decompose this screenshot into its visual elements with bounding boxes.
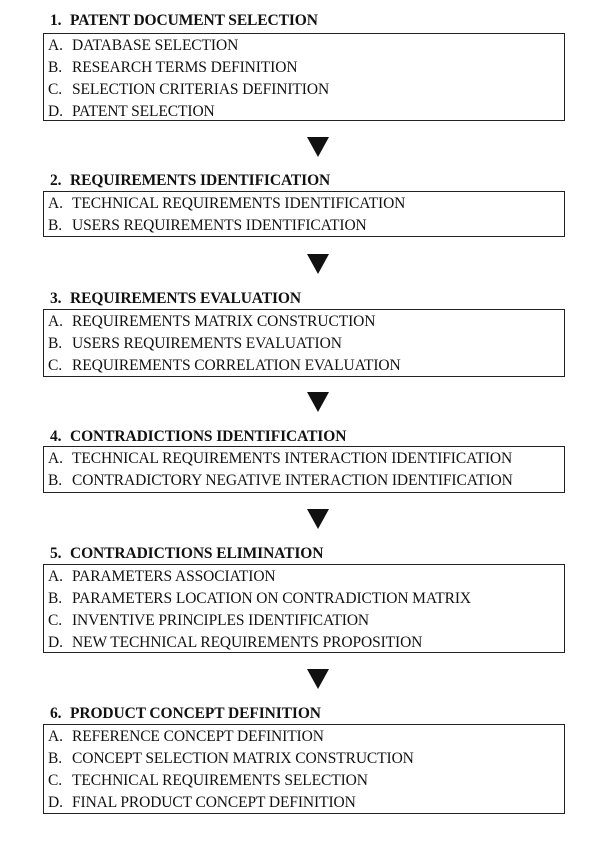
item-letter: D.	[48, 103, 63, 120]
list-item	[44, 632, 564, 654]
list-item	[44, 57, 564, 79]
step-2-box	[43, 191, 565, 237]
step-1-box	[43, 33, 565, 121]
list-item	[44, 748, 564, 770]
item-letter: D.	[48, 634, 63, 651]
step-title: PRODUCT CONCEPT DEFINITION	[70, 705, 321, 722]
item-letter: A.	[48, 450, 63, 467]
list-item	[44, 792, 564, 814]
item-text: TECHNICAL REQUIREMENTS IDENTIFICATION	[72, 195, 406, 212]
step-4-box	[43, 446, 565, 493]
list-item	[44, 193, 564, 215]
list-item	[44, 333, 564, 355]
step-title: PATENT DOCUMENT SELECTION	[70, 12, 318, 29]
item-text: USERS REQUIREMENTS IDENTIFICATION	[72, 217, 367, 234]
step-4-heading	[50, 428, 346, 446]
item-text: NEW TECHNICAL REQUIREMENTS PROPOSITION	[72, 634, 423, 651]
item-text: INVENTIVE PRINCIPLES IDENTIFICATION	[72, 612, 370, 629]
item-letter: C.	[48, 357, 63, 374]
list-item	[44, 726, 564, 748]
item-letter: B.	[48, 335, 63, 352]
item-letter: C.	[48, 81, 63, 98]
step-number: 1.	[50, 12, 62, 29]
item-letter: B.	[48, 217, 63, 234]
step-number: 3.	[50, 290, 62, 307]
list-item	[44, 101, 564, 123]
item-letter: A.	[48, 195, 63, 212]
item-text: USERS REQUIREMENTS EVALUATION	[72, 335, 342, 352]
item-letter: B.	[48, 59, 63, 76]
item-letter: B.	[48, 590, 63, 607]
item-text: DATABASE SELECTION	[72, 37, 239, 54]
list-item	[44, 588, 564, 610]
list-item	[44, 470, 564, 492]
list-item	[44, 35, 564, 57]
item-text: PARAMETERS LOCATION ON CONTRADICTION MATRIX	[72, 590, 472, 607]
item-text: PARAMETERS ASSOCIATION	[72, 568, 276, 585]
list-item	[44, 566, 564, 588]
list-item	[44, 770, 564, 792]
step-number: 6.	[50, 705, 62, 722]
item-letter: C.	[48, 772, 63, 789]
step-title: REQUIREMENTS EVALUATION	[70, 290, 301, 307]
step-6-heading	[50, 705, 321, 723]
step-title: CONTRADICTIONS ELIMINATION	[70, 545, 324, 562]
step-title: REQUIREMENTS IDENTIFICATION	[70, 172, 331, 189]
step-number: 5.	[50, 545, 62, 562]
item-text: REFERENCE CONCEPT DEFINITION	[72, 728, 324, 745]
item-text: TECHNICAL REQUIREMENTS SELECTION	[72, 772, 368, 789]
step-6-box	[43, 724, 565, 814]
down-arrow-icon	[307, 669, 329, 689]
list-item	[44, 311, 564, 333]
step-3-heading	[50, 290, 301, 308]
item-text: FINAL PRODUCT CONCEPT DEFINITION	[72, 794, 356, 811]
list-item	[44, 215, 564, 237]
item-letter: A.	[48, 728, 63, 745]
item-letter: D.	[48, 794, 63, 811]
step-number: 2.	[50, 172, 62, 189]
down-arrow-icon	[307, 137, 329, 157]
item-letter: B.	[48, 472, 63, 489]
item-letter: A.	[48, 37, 63, 54]
down-arrow-icon	[307, 254, 329, 274]
step-title: CONTRADICTIONS IDENTIFICATION	[70, 428, 347, 445]
step-number: 4.	[50, 428, 62, 445]
list-item	[44, 355, 564, 377]
list-item	[44, 610, 564, 632]
down-arrow-icon	[307, 392, 329, 412]
item-letter: A.	[48, 313, 63, 330]
item-text: TECHNICAL REQUIREMENTS INTERACTION IDENTIFICATION	[72, 450, 513, 467]
item-letter: C.	[48, 612, 63, 629]
item-text: CONTRADICTORY NEGATIVE INTERACTION IDENTIFICATION	[72, 472, 513, 489]
item-text: CONCEPT SELECTION MATRIX CONSTRUCTION	[72, 750, 414, 767]
list-item	[44, 448, 564, 470]
step-5-box	[43, 564, 565, 653]
list-item	[44, 79, 564, 101]
step-2-heading	[50, 172, 330, 190]
item-letter: B.	[48, 750, 63, 767]
item-text: SELECTION CRITERIAS DEFINITION	[72, 81, 330, 98]
item-text: REQUIREMENTS MATRIX CONSTRUCTION	[72, 313, 376, 330]
down-arrow-icon	[307, 509, 329, 529]
item-text: RESEARCH TERMS DEFINITION	[72, 59, 298, 76]
step-3-box	[43, 309, 565, 377]
item-text: REQUIREMENTS CORRELATION EVALUATION	[72, 357, 401, 374]
step-1-heading	[50, 12, 318, 30]
item-letter: A.	[48, 568, 63, 585]
step-5-heading	[50, 545, 323, 563]
item-text: PATENT SELECTION	[72, 103, 215, 120]
